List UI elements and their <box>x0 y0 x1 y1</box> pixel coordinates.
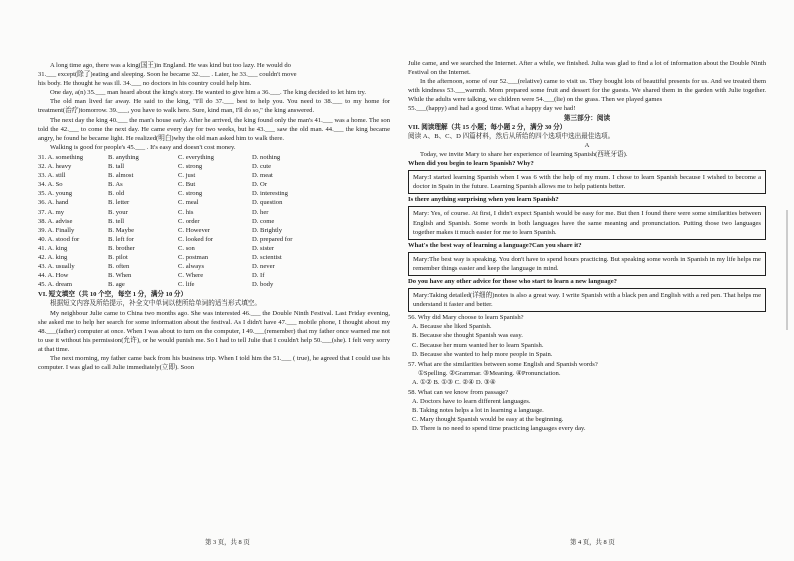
option-c: C. always <box>178 263 205 271</box>
option-b: B. As <box>108 181 123 189</box>
option-b: B. age <box>108 281 125 289</box>
question-56 <box>408 313 766 358</box>
option-b: B. tell <box>108 217 125 225</box>
answer-box <box>408 288 766 312</box>
cloze-paragraph: The old man lived far away. He said to the king, "I'll do 37.___ best to help you. You need to 38.___ to my home for treatment(治疗)tomorrow. 39.___, you have to walk here. Sure, kind man, I'll do so," the king answered. <box>38 98 390 115</box>
option-a: 45. A. dream <box>38 281 73 289</box>
section-title: VI. 短文填空（共 10 个空，每空 1 分，满分 10 分） <box>38 291 188 299</box>
option-a: 32. A. heavy <box>38 163 72 171</box>
option-d: D. prepared for <box>252 235 293 243</box>
option-a: 42. A. king <box>38 253 68 261</box>
option-b: B. left for <box>108 235 134 243</box>
cloze-paragraph: Walking is good for people's 45.___ . It's easy and doesn't cost money. <box>50 143 236 151</box>
section-title: VII. 阅读理解（共 15 小题；每小题 2 分，满分 30 分） <box>408 123 567 131</box>
option-a: 37. A. my <box>38 208 65 216</box>
option-d: D. Brightly <box>252 226 283 234</box>
question-57 <box>408 360 766 387</box>
option-c: C. everything <box>178 153 214 161</box>
option-c: C. looked for <box>178 235 213 243</box>
page-footer: 第 3 页，共 8 页 <box>205 539 250 546</box>
answer-box <box>408 206 766 239</box>
option-a: 44. A. How <box>38 272 69 280</box>
option-c: C. However <box>178 226 210 234</box>
question-stem: 58. What can we know from passage? <box>408 389 509 396</box>
option-b: B. tall <box>108 163 125 171</box>
option-c: C. meal <box>178 199 199 207</box>
question-option: B. Because she thought Spanish was easy. <box>412 332 523 340</box>
cloze-paragraph: his body. He thought he was ill. 34.___ no doctors in his country could help him. <box>38 80 252 88</box>
option-c: C. strong <box>178 163 203 171</box>
paragraph: In the afternoon, some of our 52.___(relative) came to visit us. They bought lots of beautiful presents for us. And we treated them with kindness 53.___warmth. Mom prepared some fruit and dessert for the guests. We shared them in the garden with Julie together. While the adults were talking, we children were 54.___(lie) on the grass. Then we played games <box>408 78 766 104</box>
option-d: D. body <box>252 281 274 289</box>
interview-question: Do you have any other advice for those who start to learn a new language? <box>408 277 617 285</box>
question-option: D. Because she wanted to help more people in Spain. <box>412 350 553 358</box>
scan-edge <box>786 210 788 330</box>
option-b: B. brother <box>108 244 135 252</box>
cloze-paragraph: One day, a(n) 35.___ man heard about the king's story. He wanted to give him a 36.___. The king decided to let him try. <box>50 89 367 97</box>
interview-question: When did you begin to learn Spanish? Why? <box>408 160 534 168</box>
option-c: C. son <box>178 244 195 252</box>
question-stem: 56. Why did Mary choose to learn Spanish? <box>408 314 524 322</box>
option-a: 35. A. young <box>38 190 73 198</box>
passage-intro: Today, we invite Mary to share her experience of learning Spanish(西班牙语). <box>420 150 628 158</box>
answer-box <box>408 252 766 276</box>
question-option: B. Taking notes helps a lot in learning a language. <box>412 407 544 415</box>
option-d: D. meat <box>252 172 273 180</box>
option-a: 43. A. usually <box>38 263 75 271</box>
section-instruction: 根据短文内容及所给提示，补全文中单词以使所给单词的适当形式填空。 <box>50 300 261 308</box>
question-58 <box>408 388 766 433</box>
fill-paragraph: The next morning, my father came back from his business trip. When I told him the 51.___ ( true), he agreed that I could use his computer. I was glad to call Julie immediately(立即). Soon <box>38 355 390 372</box>
option-a: 36. A. hand <box>38 199 69 207</box>
question-option: ①Spelling. ②Grammar. ③Meaning. ④Pronunciation. <box>418 369 561 377</box>
option-b: B. almost <box>108 172 134 180</box>
section-instruction: 阅读 A、B、C、D 四篇材料，然后从所给的四个选项中选出最佳选项。 <box>408 132 615 140</box>
option-c: C. strong <box>178 190 203 198</box>
question-stem: 57. What are the similarities between some English and Spanish words? <box>408 360 598 368</box>
interview-answer: Mary:I started learning Spanish when I was 6 with the help of my mum. I chose to learn Spanish because I wished to become a doctor in Spain in the future. Learning Spanish allows me to help patients better. <box>413 174 761 191</box>
question-option: A. Doctors have to learn different languages. <box>412 398 531 406</box>
option-a: 40. A. stood for <box>38 235 80 243</box>
option-a: 33. A. still <box>38 172 66 180</box>
interview-answer: Mary:The best way is speaking. You don't have to spend hours practicing. But speaking some words in Spanish in my life helps me remember things easier and keep the language in mind. <box>413 255 761 272</box>
option-b: B. anything <box>108 153 139 161</box>
fill-paragraph: My neighbour Julie came to China two months ago. She was interested 46.___ the Double Ninth Festival. Last Friday evening, she asked me to help her search for some information about the festival. As I didn't have 47.___ mobile phone, I thought about my 48.___(father) computer at once. When I was about to turn on the computer, I 49.___(remember) that my father once warned me not to use it without his permission(允许), or he would punish me. So I had to tell Julie that I couldn't help 50.___(she). I felt very sorry at that time. <box>38 309 390 353</box>
question-option: C. Because her mum wanted her to learn Spanish. <box>412 341 544 349</box>
option-b: B. old <box>108 190 125 198</box>
option-d: D. interesting <box>252 190 288 198</box>
left-column <box>38 61 390 372</box>
option-c: C. postman <box>178 253 209 261</box>
option-d: D. question <box>252 199 283 207</box>
answer-box <box>408 170 766 194</box>
right-column <box>408 59 766 433</box>
option-d: D. her <box>252 208 269 216</box>
option-b: B. When <box>108 272 132 280</box>
question-option: A. ①② B. ①③ C. ②④ D. ③④ <box>412 378 496 386</box>
interview-question: Is there anything surprising when you learn Spanish? <box>408 196 559 204</box>
option-c: C. life <box>178 281 195 289</box>
paragraph: Julie came, and we searched the Internet. After a while, we finished. Julia was glad to find a lot of information about the Double Ninth Festival on the Internet. <box>408 60 766 77</box>
option-a: 39. A. Finally <box>38 226 75 234</box>
option-b: B. pilot <box>108 253 128 261</box>
interview-answer: Mary:Taking detailed(详细的)notes is also a great way. I write Spanish with a black pen and English with a red pen. That helps me understand it faster and better. <box>413 292 761 309</box>
question-option: A. Because she liked Spanish. <box>412 323 492 331</box>
option-d: D. never <box>252 263 275 271</box>
question-option: D. There is no need to spend time practicing languages every day. <box>412 425 586 433</box>
option-a: 41. A. king <box>38 244 68 252</box>
passage-label: A <box>584 141 590 149</box>
option-b: B. often <box>108 263 130 271</box>
option-d: D. nothing <box>252 153 281 161</box>
option-b: B. letter <box>108 199 130 207</box>
option-d: D. cute <box>252 163 272 171</box>
part-title: 第三部分：阅读 <box>563 114 611 122</box>
option-c: C. Where <box>178 272 204 280</box>
option-c: C. order <box>178 217 200 225</box>
option-b: B. Maybe <box>108 226 135 234</box>
option-d: D. scientist <box>252 253 282 261</box>
option-c: C. But <box>178 181 196 189</box>
option-a: 31. A. something <box>38 153 84 161</box>
cloze-paragraph: The next day the king 40.___ the man's house early. After he arrived, the king found only the man's 41.___ was a home. The son told the 42.___ to come the next day. He came every day for two weeks, but he 43.___ saw the old man. 44.___ the king became angry, he found he became light. He realized(明白)why the old man asked him to walk there. <box>38 116 390 142</box>
option-d: D. sister <box>252 244 274 252</box>
option-c: C. his <box>178 208 194 216</box>
option-d: D. Or <box>252 181 268 189</box>
options-grid <box>38 153 390 289</box>
paragraph: 55.___(happy) and had a good time. What a happy day we had! <box>408 105 576 113</box>
page-footer: 第 4 页，共 8 页 <box>570 539 615 546</box>
cloze-paragraph: 31.___ except(除了)eating and sleeping. Soon he became 32.___ . Later, he 33.___ couldn't move <box>38 71 297 79</box>
option-c: C. just <box>178 172 196 180</box>
interview-answer: Mary: Yes, of course. At first, I didn't expect Spanish would be easy for me. But then I found there were some similarities between English and Spanish. Some words in both languages have the same meaning and pronunciation. Putting those two languages together makes it much easier for me to learn Spanish. <box>413 210 761 236</box>
option-b: B. your <box>108 208 128 216</box>
option-a: 38. A. advise <box>38 217 73 225</box>
right-page <box>400 0 794 561</box>
option-a: 34. A. So <box>38 181 63 189</box>
option-d: D. come <box>252 217 275 225</box>
interview-question: What's the best way of learning a language?Can you share it? <box>408 241 582 249</box>
option-d: D. If <box>252 272 265 280</box>
question-option: C. Mary thought Spanish would be easy at the beginning. <box>412 416 564 424</box>
cloze-paragraph: A long time ago, there was a king(国王)in England. He was kind but too lazy. He would do <box>50 62 291 69</box>
